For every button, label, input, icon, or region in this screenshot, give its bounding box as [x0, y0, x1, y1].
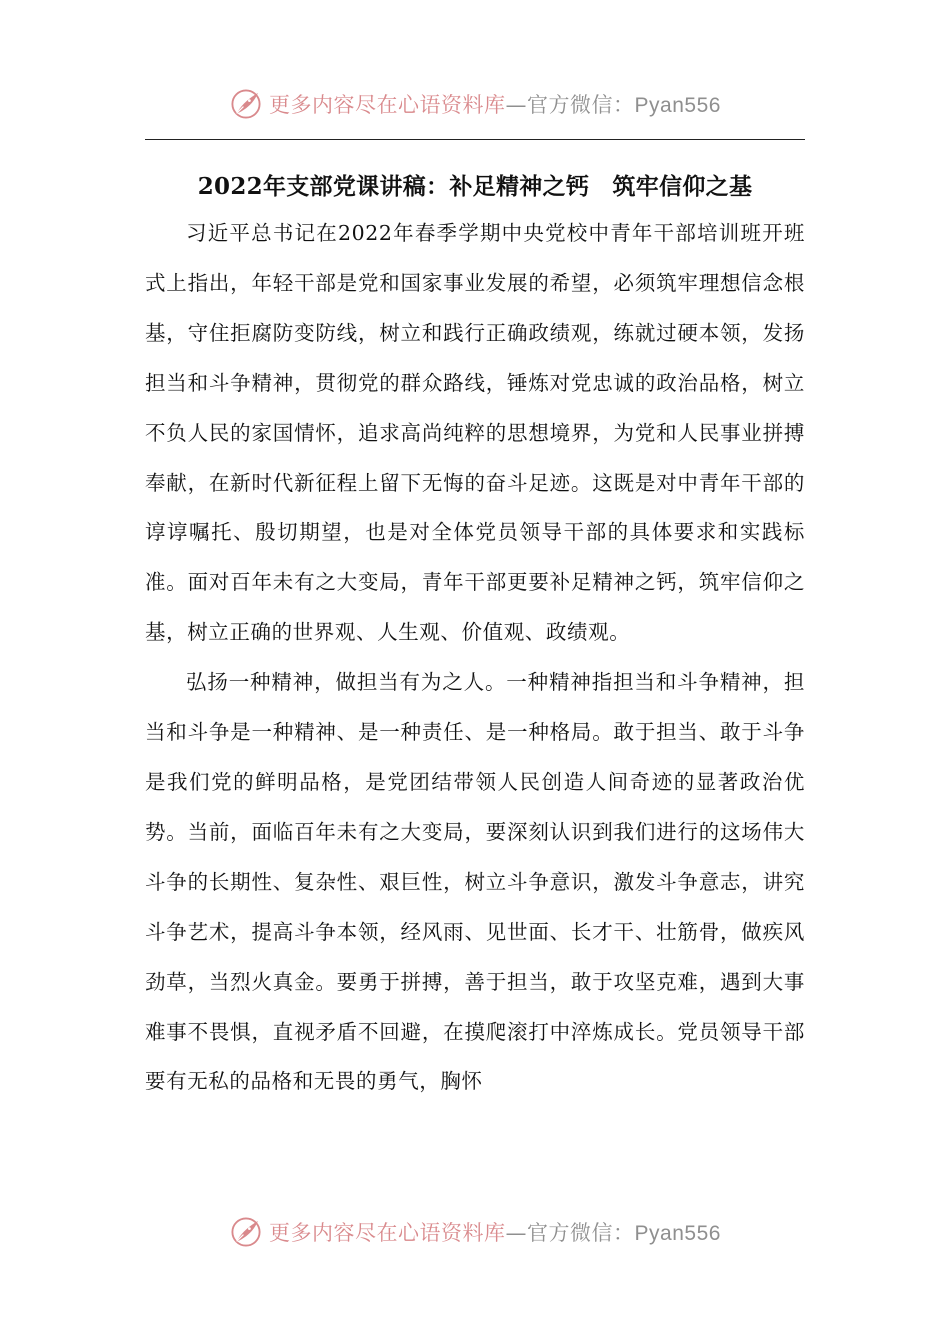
header-banner-wechat-id: Pyan556 — [634, 94, 721, 117]
footer-banner — [269, 1217, 721, 1247]
footer-banner-dash: — — [505, 1221, 528, 1245]
page-header — [0, 82, 950, 126]
header-banner — [269, 89, 721, 119]
document-title: 2022年支部党课讲稿：补足精神之钙 筑牢信仰之基 — [197, 173, 753, 200]
paragraph-2: 弘扬一种精神，做担当有为之人。一种精神指担当和斗争精神，担当和斗争是一种精神、是一种责任、是一种格局。敢于担当、敢于斗争是我们党的鲜明品格，是党团结带领人民创造人间奇迹的显著政治优势。当前，面临百年未有之大变局，要深刻认识到我们进行的这场伟大斗争的长期性、复杂性、艰巨性，树立斗争意识，激发斗争意志，讲究斗争艺术，提高斗争本领，经风雨、见世面、长才干、壮筋骨，做疾风劲草，当烈火真金。要勇于拼搏，善于担当，敢于攻坚克难，遇到大事难事不畏惧，直视矛盾不回避，在摸爬滚打中淬炼成长。党员领导干部要有无私的品格和无畏的勇气，胸怀 — [145, 670, 805, 1094]
page-footer — [0, 1210, 950, 1254]
footer-banner-wechat-label: 官方微信： — [527, 1221, 635, 1245]
quill-pen-logo-icon — [229, 1215, 263, 1249]
footer-banner-wechat-id: Pyan556 — [634, 1222, 721, 1245]
header-banner-dash: — — [505, 93, 528, 117]
header-banner-wechat-label: 官方微信： — [527, 93, 635, 117]
footer-banner-site: 更多内容尽在心语资料库 — [269, 1221, 506, 1245]
header-divider — [145, 139, 805, 140]
header-banner-site: 更多内容尽在心语资料库 — [269, 93, 506, 117]
quill-pen-logo-icon — [229, 87, 263, 121]
document-body — [145, 209, 805, 1107]
paragraph-1: 习近平总书记在2022年春季学期中央党校中青年干部培训班开班式上指出，年轻干部是党和国家事业发展的希望，必须筑牢理想信念根基，守住拒腐防变防线，树立和践行正确政绩观，练就过硬本领，发扬担当和斗争精神，贯彻党的群众路线，锤炼对党忠诚的政治品格，树立不负人民的家国情怀，追求高尚纯粹的思想境界，为党和人民事业拼搏奉献，在新时代新征程上留下无悔的奋斗足迹。这既是对中青年干部的谆谆嘱托、殷切期望，也是对全体党员领导干部的具体要求和实践标准。面对百年未有之大变局，青年干部更要补足精神之钙，筑牢信仰之基，树立正确的世界观、人生观、价值观、政绩观。 — [145, 221, 805, 645]
